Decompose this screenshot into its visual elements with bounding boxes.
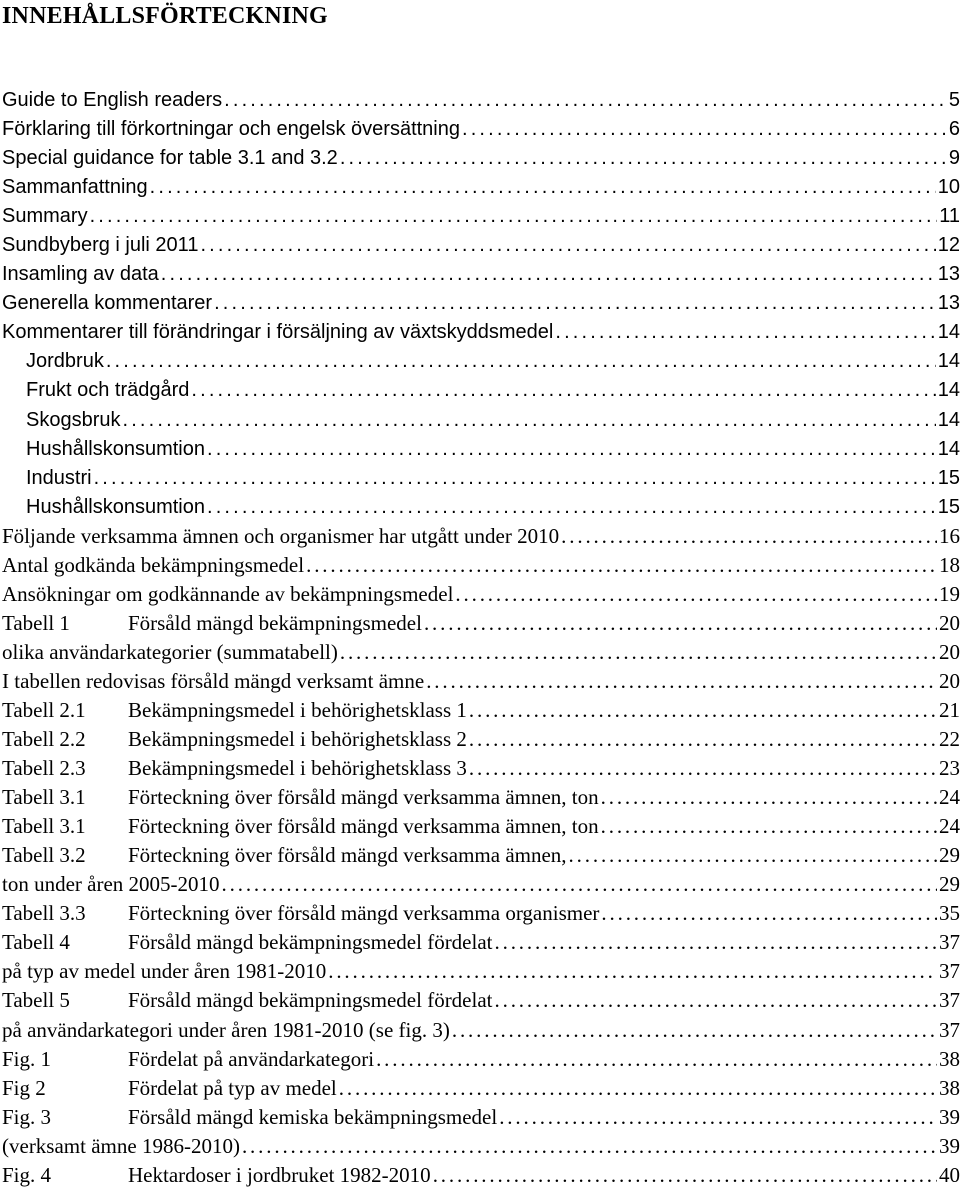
toc-page-number: 13 bbox=[937, 292, 960, 315]
toc-entry-label: Bekämpningsmedel i behörighetsklass 2 bbox=[128, 727, 467, 752]
toc-entry-title bbox=[24, 464, 92, 493]
toc-page-number: 24 bbox=[939, 814, 960, 839]
toc-page-number: 13 bbox=[937, 263, 960, 286]
toc-page-number: 38 bbox=[939, 1046, 960, 1071]
toc-entry-title bbox=[0, 1074, 337, 1103]
toc-entry-title bbox=[0, 144, 338, 173]
toc-page-number: 37 bbox=[939, 959, 960, 984]
toc-entry-number: Fig. 1 bbox=[2, 1046, 52, 1071]
toc-entry-number: Tabell 1 bbox=[2, 610, 70, 635]
toc-entry-title bbox=[0, 260, 159, 289]
dot-leader bbox=[224, 86, 947, 115]
toc-entry-label: Summary bbox=[2, 205, 88, 228]
dot-leader bbox=[569, 841, 937, 870]
toc-entry-label: I tabellen redovisas försåld mängd verksamt ämne bbox=[2, 668, 425, 693]
toc-entry-title bbox=[0, 667, 424, 696]
toc-entry-title bbox=[0, 1132, 240, 1161]
toc-entry-label: Hektardoser i jordbruket 1982-2010 bbox=[128, 1162, 431, 1187]
dot-leader bbox=[462, 115, 947, 144]
toc-entry-number: Tabell 2.3 bbox=[2, 756, 86, 781]
toc-page-number: 14 bbox=[937, 437, 960, 460]
toc-page-number: 37 bbox=[939, 988, 960, 1013]
toc-entry[interactable] bbox=[0, 696, 960, 725]
toc-entry-number: Tabell 3.3 bbox=[2, 901, 86, 926]
toc-list bbox=[0, 86, 960, 1190]
toc-entry-number: Tabell 3.2 bbox=[2, 843, 86, 868]
dot-leader bbox=[339, 1074, 937, 1103]
toc-entry[interactable] bbox=[0, 376, 960, 405]
toc-entry[interactable] bbox=[0, 260, 960, 289]
toc-entry-label: Guide to English readers bbox=[2, 89, 223, 111]
dot-leader bbox=[207, 493, 936, 522]
dot-leader bbox=[426, 667, 937, 696]
toc-entry[interactable] bbox=[0, 1161, 960, 1190]
toc-entry[interactable] bbox=[0, 522, 960, 551]
toc-entry[interactable] bbox=[0, 202, 960, 231]
toc-page-number: 29 bbox=[939, 872, 960, 897]
toc-entry[interactable] bbox=[0, 289, 960, 318]
toc-entry-title bbox=[0, 986, 493, 1015]
toc-entry-label: Ansökningar om godkännande av bekämpningsmedel bbox=[2, 581, 454, 606]
toc-entry[interactable] bbox=[0, 231, 960, 260]
toc-entry-title bbox=[0, 318, 553, 347]
toc-entry-label: ton under åren 2005-2010 bbox=[2, 872, 220, 897]
toc-entry-label: Jordbruk bbox=[26, 350, 104, 373]
toc-entry-label: Industri bbox=[26, 466, 92, 489]
toc-entry-title bbox=[0, 812, 599, 841]
toc-entry-label: Fördelat på användarkategori bbox=[128, 1046, 375, 1071]
toc-entry-title bbox=[0, 609, 422, 638]
toc-entry-number: Fig. 3 bbox=[2, 1104, 52, 1129]
toc-page-number: 18 bbox=[939, 552, 960, 577]
dot-leader bbox=[469, 754, 937, 783]
toc-entry-label: Frukt och trädgård bbox=[26, 379, 190, 402]
toc-page-number: 15 bbox=[937, 466, 960, 489]
dot-leader bbox=[306, 551, 937, 580]
toc-page-number: 23 bbox=[939, 756, 960, 781]
toc-entry[interactable] bbox=[0, 493, 960, 522]
toc-entry-title bbox=[0, 754, 467, 783]
toc-entry[interactable] bbox=[0, 812, 960, 841]
toc-entry[interactable] bbox=[0, 86, 960, 115]
dot-leader bbox=[106, 347, 936, 376]
toc-entry-title bbox=[0, 580, 453, 609]
toc-entry-label: olika användarkategorier (summatabell) bbox=[2, 639, 338, 664]
dot-leader bbox=[123, 406, 936, 435]
toc-entry-title bbox=[0, 1103, 497, 1132]
dot-leader bbox=[433, 1161, 937, 1190]
dot-leader bbox=[424, 609, 937, 638]
toc-entry[interactable] bbox=[0, 899, 960, 928]
dot-leader bbox=[561, 522, 937, 551]
toc-page-number: 12 bbox=[937, 234, 960, 257]
toc-entry-title bbox=[0, 957, 326, 986]
toc-entry-label: Bekämpningsmedel i behörighetsklass 1 bbox=[128, 697, 467, 722]
toc-entry[interactable] bbox=[0, 1074, 960, 1103]
dot-leader bbox=[328, 957, 937, 986]
toc-entry-label: Hushållskonsumtion bbox=[26, 495, 205, 518]
toc-entry-title bbox=[0, 173, 148, 202]
toc-page-number: 20 bbox=[939, 639, 960, 664]
dot-leader bbox=[376, 1045, 937, 1074]
toc-page-number: 39 bbox=[939, 1133, 960, 1158]
toc-entry-title bbox=[0, 1161, 431, 1190]
toc-entry-number: Tabell 5 bbox=[2, 988, 70, 1013]
toc-entry[interactable] bbox=[0, 1103, 960, 1132]
toc-entry-title bbox=[0, 86, 222, 115]
toc-entry[interactable] bbox=[0, 551, 960, 580]
toc-entry[interactable] bbox=[0, 464, 960, 493]
dot-leader bbox=[601, 783, 937, 812]
toc-page-number: 24 bbox=[939, 785, 960, 810]
toc-entry[interactable] bbox=[0, 986, 960, 1015]
toc-page-number: 9 bbox=[948, 147, 960, 170]
toc-entry-title bbox=[0, 289, 212, 318]
toc-entry-label: Förklaring till förkortningar och engelsk översättning bbox=[2, 118, 460, 141]
toc-entry[interactable] bbox=[0, 173, 960, 202]
toc-entry-label: Insamling av data bbox=[2, 263, 159, 286]
toc-entry[interactable] bbox=[0, 754, 960, 783]
toc-entry-number: Tabell 2.2 bbox=[2, 727, 86, 752]
toc-entry-label: Förteckning över försåld mängd verksamma organismer bbox=[128, 901, 600, 926]
toc-entry-title bbox=[0, 202, 88, 231]
toc-entry[interactable] bbox=[0, 1045, 960, 1074]
toc-entry[interactable] bbox=[0, 580, 960, 609]
dot-leader bbox=[469, 696, 937, 725]
toc-entry-label: Förteckning över försåld mängd verksamma ämnen, bbox=[128, 843, 567, 868]
dot-leader bbox=[495, 928, 938, 957]
dot-leader bbox=[191, 376, 935, 405]
toc-page-number: 39 bbox=[939, 1104, 960, 1129]
toc-entry-title bbox=[0, 928, 493, 957]
toc-entry-title bbox=[24, 347, 104, 376]
toc-page-number: 35 bbox=[939, 901, 960, 926]
toc-entry[interactable] bbox=[0, 435, 960, 464]
toc-page-number: 40 bbox=[939, 1162, 960, 1187]
dot-leader bbox=[495, 986, 938, 1015]
toc-entry-title bbox=[24, 406, 121, 435]
toc-entry[interactable] bbox=[0, 406, 960, 435]
toc-page-number: 37 bbox=[939, 1017, 960, 1042]
toc-entry-title bbox=[24, 435, 205, 464]
toc-entry-label: Kommentarer till förändringar i försäljning av växtskyddsmedel bbox=[2, 321, 554, 344]
toc-entry-title bbox=[24, 376, 189, 405]
toc-entry-label: Sundbyberg i juli 2011 bbox=[2, 234, 199, 257]
toc-entry-label: Skogsbruk bbox=[26, 408, 121, 431]
page-title: INNEHÅLLSFÖRTECKNING bbox=[2, 3, 328, 29]
dot-leader bbox=[452, 1016, 937, 1045]
toc-page-number: 22 bbox=[939, 727, 960, 752]
dot-leader bbox=[340, 638, 937, 667]
toc-entry[interactable] bbox=[0, 318, 960, 347]
toc-entry[interactable] bbox=[0, 115, 960, 144]
dot-leader bbox=[340, 144, 947, 173]
toc-entry[interactable] bbox=[0, 928, 960, 957]
dot-leader bbox=[207, 435, 936, 464]
toc-entry-number: Fig. 4 bbox=[2, 1162, 52, 1187]
toc-page-number: 15 bbox=[937, 495, 960, 518]
toc-entry[interactable] bbox=[0, 725, 960, 754]
dot-leader bbox=[94, 464, 936, 493]
toc-entry-label: Följande verksamma ämnen och organismer har utgått under 2010 bbox=[2, 523, 560, 548]
toc-page-number: 11 bbox=[939, 205, 960, 228]
toc-entry-title bbox=[0, 841, 567, 870]
toc-entry-label: Hushållskonsumtion bbox=[26, 437, 205, 460]
toc-entry[interactable] bbox=[0, 667, 960, 696]
toc-page-number: 14 bbox=[937, 379, 960, 402]
dot-leader bbox=[499, 1103, 937, 1132]
dot-leader bbox=[601, 812, 937, 841]
toc-entry-title bbox=[0, 725, 467, 754]
toc-page-number: 6 bbox=[948, 118, 960, 141]
dot-leader bbox=[90, 202, 938, 231]
toc-entry-title bbox=[0, 696, 467, 725]
dot-leader bbox=[161, 260, 936, 289]
toc-page-number: 16 bbox=[939, 523, 960, 548]
toc-page-number: 14 bbox=[937, 350, 960, 373]
toc-entry-label: Antal godkända bekämpningsmedel bbox=[2, 552, 305, 577]
toc-entry-label: Försåld mängd bekämpningsmedel fördelat bbox=[128, 988, 493, 1013]
toc-page-number: 29 bbox=[939, 843, 960, 868]
toc-entry[interactable] bbox=[0, 144, 960, 173]
toc-page-number: 14 bbox=[937, 321, 960, 344]
toc-entry-label: (verksamt ämne 1986-2010) bbox=[2, 1133, 240, 1158]
toc-entry-number: Tabell 4 bbox=[2, 930, 70, 955]
toc-entry-label: Fördelat på typ av medel bbox=[128, 1075, 337, 1100]
toc-page-number: 20 bbox=[939, 668, 960, 693]
dot-leader bbox=[469, 725, 937, 754]
toc-entry-title bbox=[0, 551, 304, 580]
toc-entry-number: Fig 2 bbox=[2, 1075, 46, 1100]
toc-page-number: 5 bbox=[948, 89, 960, 111]
dot-leader bbox=[214, 289, 936, 318]
dot-leader bbox=[242, 1132, 937, 1161]
toc-page-number: 21 bbox=[939, 697, 960, 722]
toc-entry-title bbox=[0, 1016, 450, 1045]
toc-entry-label: Försåld mängd bekämpningsmedel bbox=[128, 610, 422, 635]
toc-entry-title bbox=[0, 899, 599, 928]
toc-entry[interactable] bbox=[0, 638, 960, 667]
toc-page-number: 20 bbox=[939, 610, 960, 635]
toc-entry-title bbox=[0, 783, 599, 812]
toc-entry[interactable] bbox=[0, 957, 960, 986]
toc-page-number: 10 bbox=[937, 176, 960, 199]
toc-entry-label: Sammanfattning bbox=[2, 176, 148, 199]
toc-entry[interactable] bbox=[0, 1132, 960, 1161]
toc-entry-number: Tabell 2.1 bbox=[2, 697, 86, 722]
toc-entry-label: på typ av medel under åren 1981-2010 bbox=[2, 959, 327, 984]
toc-entry-number: Tabell 3.1 bbox=[2, 814, 86, 839]
toc-entry-label: Försåld mängd kemiska bekämpningsmedel bbox=[128, 1104, 498, 1129]
toc-entry-label: på användarkategori under åren 1981-2010 (se fig. 3) bbox=[2, 1017, 450, 1042]
toc-entry-title bbox=[0, 638, 338, 667]
toc-entry-label: Generella kommentarer bbox=[2, 292, 213, 315]
toc-entry-title bbox=[0, 870, 220, 899]
toc-entry-label: Förteckning över försåld mängd verksamma ämnen, ton bbox=[128, 785, 599, 810]
toc-page-number: 37 bbox=[939, 930, 960, 955]
toc-entry-label: Förteckning över försåld mängd verksamma ämnen, ton bbox=[128, 814, 599, 839]
dot-leader bbox=[222, 870, 937, 899]
toc-entry[interactable] bbox=[0, 783, 960, 812]
toc-entry-label: Bekämpningsmedel i behörighetsklass 3 bbox=[128, 756, 467, 781]
dot-leader bbox=[601, 899, 937, 928]
toc-entry-title bbox=[0, 1045, 374, 1074]
toc-entry[interactable] bbox=[0, 609, 960, 638]
toc-entry[interactable] bbox=[0, 347, 960, 376]
toc-entry[interactable] bbox=[0, 870, 960, 899]
dot-leader bbox=[455, 580, 937, 609]
toc-page-number: 19 bbox=[939, 581, 960, 606]
dot-leader bbox=[555, 318, 935, 347]
toc-entry-title bbox=[0, 115, 460, 144]
toc-entry-title bbox=[0, 522, 559, 551]
dot-leader bbox=[200, 231, 935, 260]
toc-entry-title bbox=[0, 231, 198, 260]
toc-entry[interactable] bbox=[0, 841, 960, 870]
toc-page-number: 14 bbox=[937, 408, 960, 431]
dot-leader bbox=[150, 173, 936, 202]
toc-entry-number: Tabell 3.1 bbox=[2, 785, 86, 810]
toc-page-number: 38 bbox=[939, 1075, 960, 1100]
toc-entry[interactable] bbox=[0, 1016, 960, 1045]
toc-entry-title bbox=[24, 493, 205, 522]
toc-entry-label: Special guidance for table 3.1 and 3.2 bbox=[2, 147, 338, 170]
toc-entry-label: Försåld mängd bekämpningsmedel fördelat bbox=[128, 930, 493, 955]
